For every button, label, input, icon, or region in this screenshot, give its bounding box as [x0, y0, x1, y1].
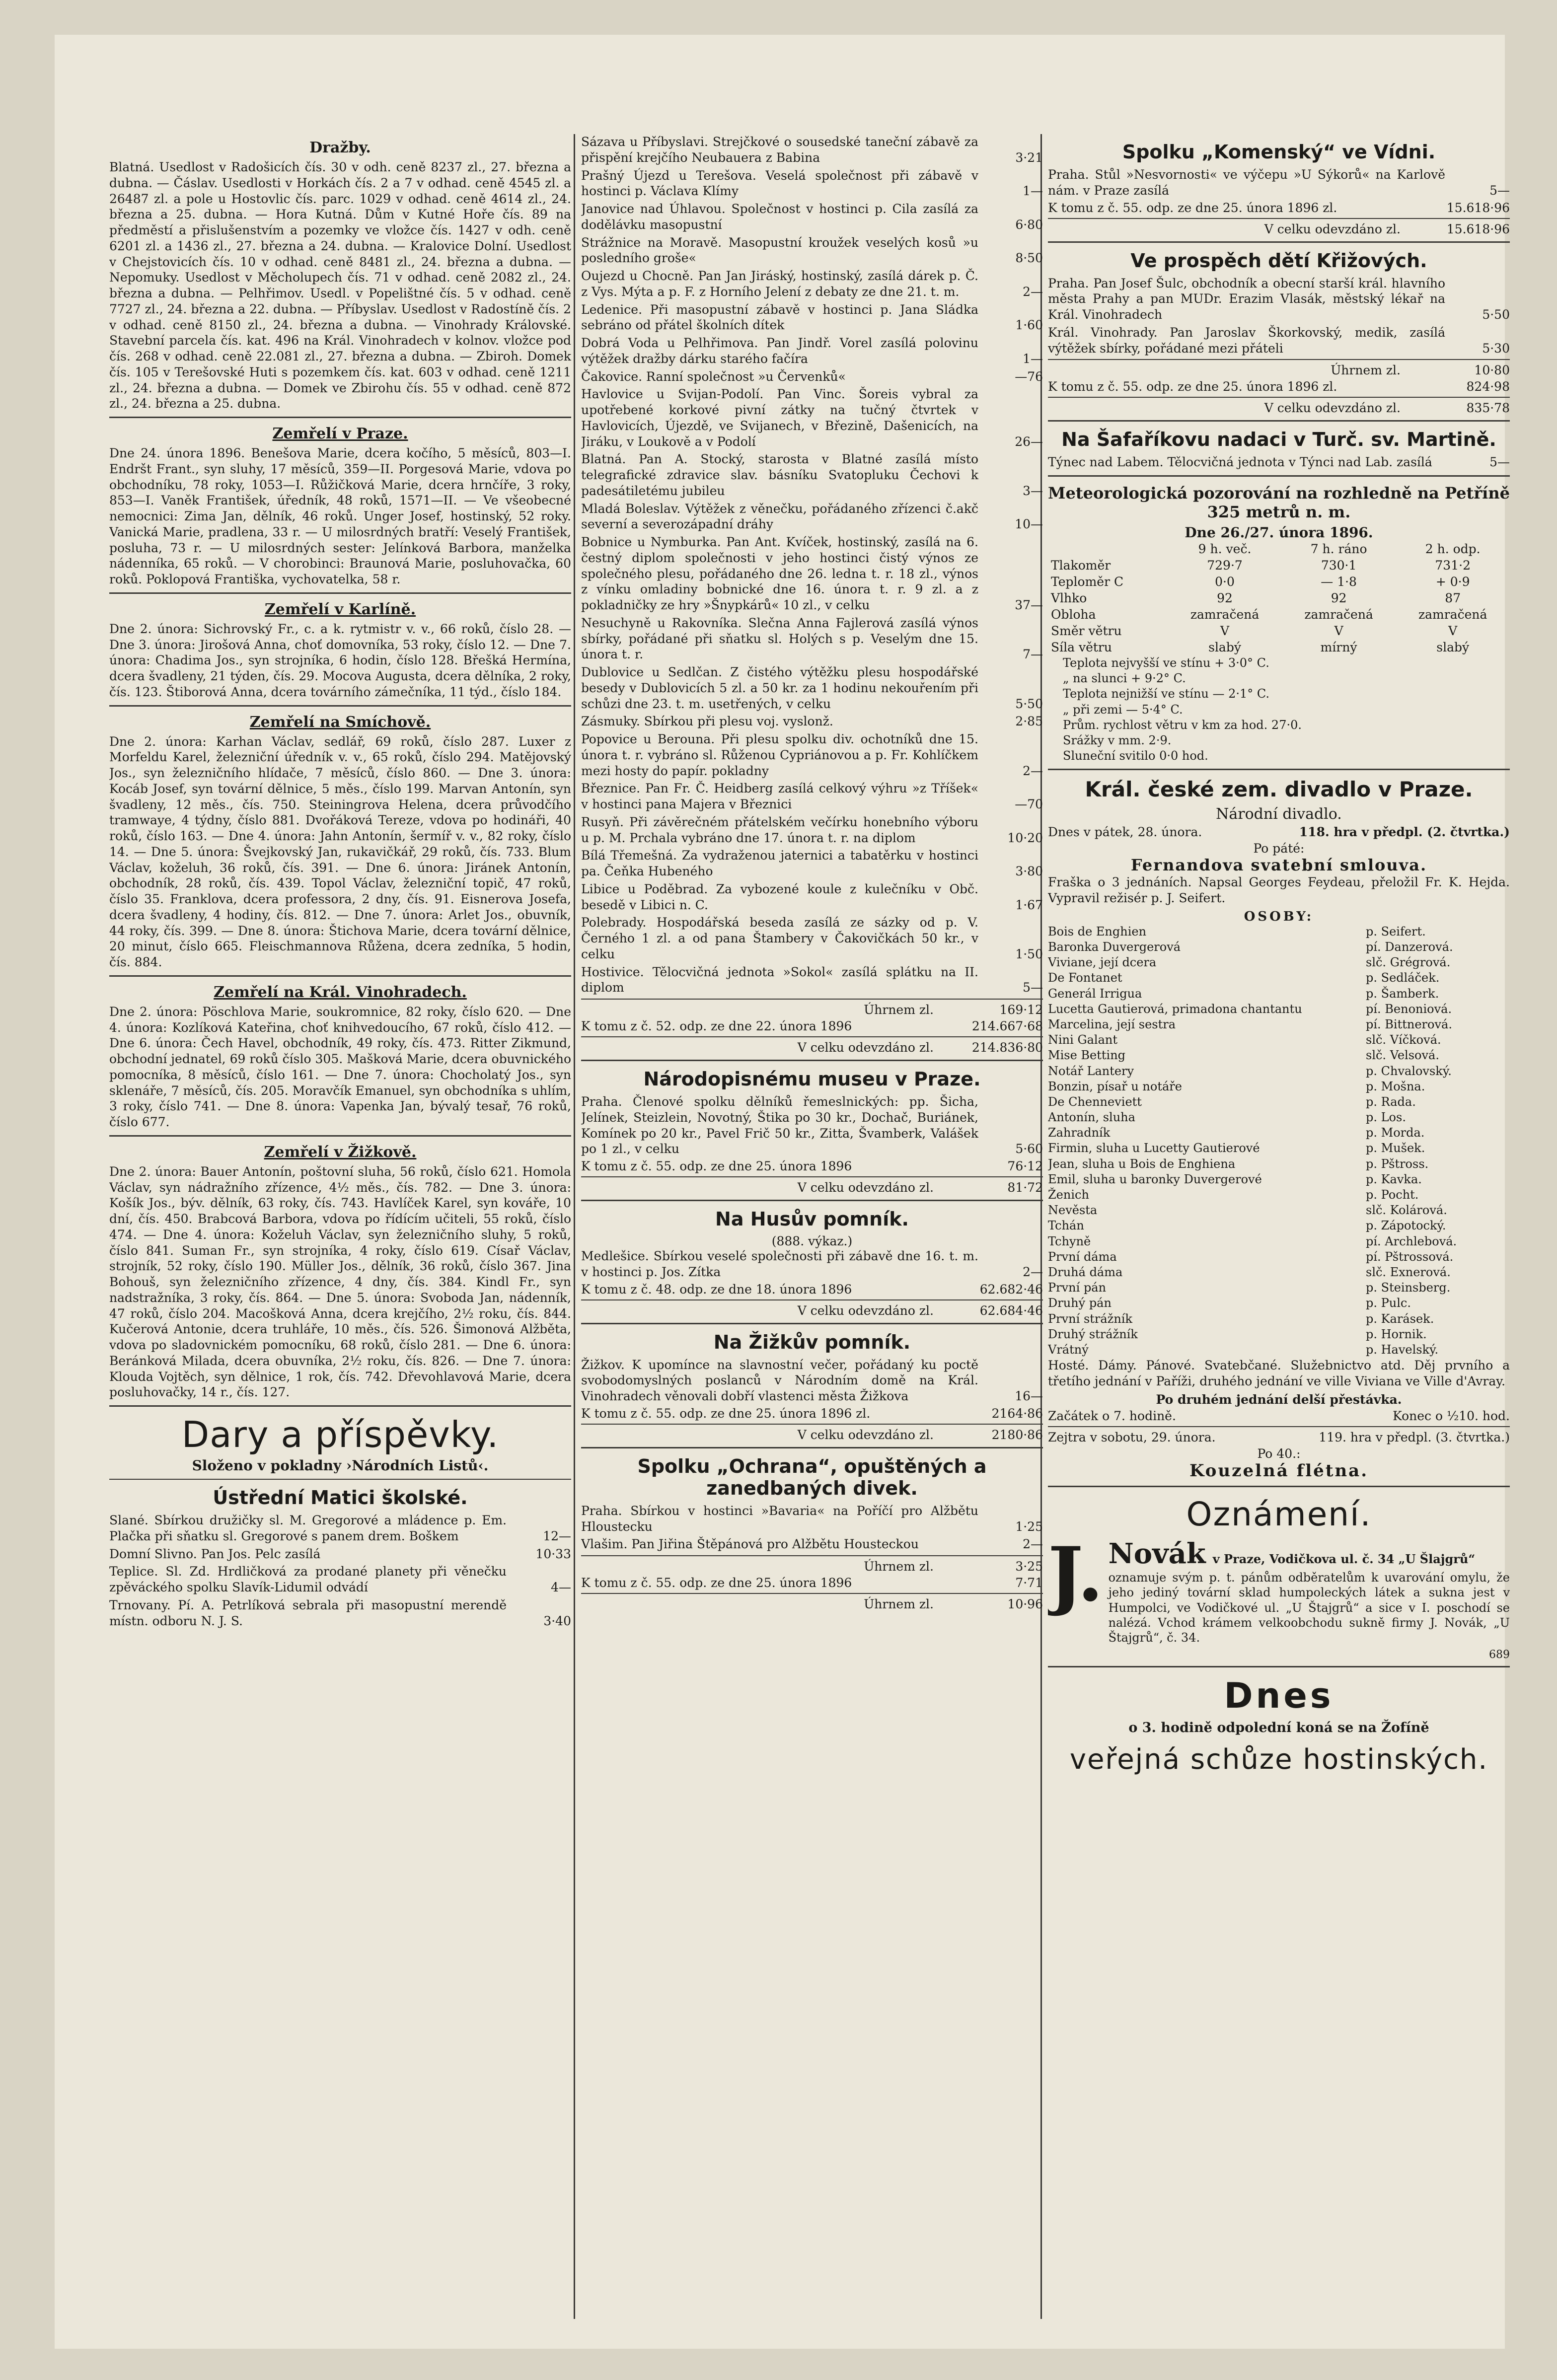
list-item: Emil, sluha u baronky Duvergerové p. Kavka.	[1048, 1172, 1422, 1186]
table-row: Vlhko 92 92 87	[1051, 591, 1461, 605]
table-row: Teploměr C 0·0 — 1·8 + 0·9	[1051, 575, 1470, 589]
total-row: V celku odevzdáno zl. 214.836·80	[797, 1040, 1043, 1055]
list-item: Tchán p. Zápotocký.	[1048, 1219, 1446, 1233]
list-item: Baronka Duvergerová pí. Danzerová.	[1048, 940, 1453, 954]
total-row: K tomu z č. 55. odp. ze dne 25. února 1896 76·12	[581, 1159, 1043, 1173]
divider	[109, 1405, 571, 1407]
list-item: Žižkov. K upomínce na slavnostní večer, pořádaný ku poctě svobodomyslných poslanců v Národním domě na Král. Vinohradech věnovali dobří vlastenci města Žižkova 16—	[581, 1357, 1043, 1403]
divider	[581, 1299, 1043, 1300]
list-item: De Fontanet p. Sedláček.	[1048, 971, 1440, 985]
divider	[581, 1176, 1043, 1177]
list-item: Praha. Stůl »Nesvornosti« ve výčepu »U Sýkorů« na Karlově nám. v Praze zasílá 5—	[1048, 167, 1510, 198]
list-item: Král. Vinohrady. Pan Jaroslav Škorkovský, medik, zasílá výtěžek sbírky, pořádané mezi přáteli 5·30	[1048, 325, 1510, 356]
divider	[1048, 359, 1510, 360]
novak-number: 689	[1489, 1648, 1510, 1661]
list-item: Praha. Sbírkou v hostinci »Bavaria« na Poříčí pro Alžbětu Hloustecku 1·25	[581, 1503, 1043, 1534]
oznameni-title: Oznámení.	[1186, 1495, 1372, 1533]
divider	[581, 1424, 1043, 1425]
novak-ad	[1048, 1530, 1510, 1661]
divider	[1048, 241, 1510, 243]
dnes-title: Dnes	[1224, 1675, 1334, 1716]
total-row: Úhrnem zl. 169·12	[864, 1003, 1043, 1017]
list-item: Lucetta Gautierová, primadona chantantu pí. Benoniová.	[1048, 1002, 1452, 1016]
total-row: K tomu z č. 55. odp. ze dne 25. února 1896 7·71	[581, 1576, 1043, 1590]
list-item: Týnec nad Labem. Tělocvičná jednota v Týnci nad Lab. zasílá 5—	[1048, 455, 1510, 470]
vinohrady-deaths-title: Zemřelí na Král. Vinohradech.	[214, 983, 467, 1001]
divider	[109, 1135, 571, 1137]
list-item: Ženich p. Pocht.	[1048, 1188, 1419, 1202]
divider	[1048, 1666, 1510, 1667]
divider	[1048, 475, 1510, 477]
list-item: Antonín, sluha p. Los.	[1048, 1110, 1406, 1125]
divider	[581, 999, 1043, 1000]
list-item: Teplice. Sl. Zd. Hrdličková za prodané planety při věnečku zpěváckého spolku Slavík-Lidumil odvádí 4—	[109, 1564, 571, 1594]
list-item: Tchyně pí. Archlebová.	[1048, 1234, 1457, 1248]
column-3	[1048, 134, 1510, 2329]
table-row: Obloha zamračená zamračená zamračená	[1051, 607, 1487, 622]
divider	[109, 592, 571, 594]
total-row: V celku odevzdáno zl. 62.684·46	[797, 1303, 1043, 1318]
divadlo-date-row: Dnes v pátek, 28. února. 118. hra v předpl. (2. čtvrtka.)	[1048, 825, 1510, 840]
karlin-deaths-title: Zemřelí v Karlíně.	[264, 600, 416, 618]
divadlo-desc: Fraška o 3 jednáních. Napsal Georges Feydeau, přeložil Fr. K. Hejda. Vypravil režisér p. J. Seifert.	[1048, 875, 1510, 906]
divider	[581, 1200, 1043, 1201]
table-row: Síla větru slabý mírný slabý	[1051, 640, 1470, 654]
zizkuv-pomnik-title: Na Žižkův pomník.	[713, 1331, 911, 1353]
krizovych-title: Ve prospěch dětí Křižových.	[1130, 249, 1427, 272]
divadlo-times: Začátek o 7. hodině. Konec o ½10. hod.	[1048, 1408, 1510, 1423]
divider	[1048, 1426, 1510, 1427]
meteo-title: Meteorologická pozorování na rozhledně na Petříně 325 metrů n. m.	[1048, 484, 1510, 521]
dnes-text: o 3. hodině odpolední koná se na Žofíně	[1128, 1720, 1429, 1735]
divadlo-pause: Po druhém jednání delší přestávka.	[1156, 1392, 1402, 1407]
list-item: Bois de Enghien p. Seifert.	[1048, 924, 1426, 938]
total-row: V celku odevzdáno zl. 15.618·96	[1264, 221, 1510, 236]
list-item: Popovice u Berouna. Při plesu spolku div. ochotníků dne 15. února t. r. vybráno sl. Růženou Cypriánovou a p. Fr. Kohlíčkem mezi hosty do papír. pokladny 2—	[581, 732, 1043, 778]
list-item: Nini Galant slč. Víčková.	[1048, 1033, 1441, 1047]
total-row: V celku odevzdáno zl. 2180·86	[797, 1427, 1043, 1442]
list-item: Trnovany. Pí. A. Petrlíková sebrala při masopustní merendě místn. odboru N. J. S. 3·40	[109, 1597, 571, 1628]
zejtra-po: Po 40.:	[1257, 1446, 1301, 1461]
divider	[1048, 1486, 1510, 1487]
zizkov-deaths-text: Dne 2. února: Bauer Antonín, poštovní sluha, 56 roků, číslo 621. Homola Václav, syn nádražního zřízence, 4½ měs., čís. 782. — Dne 3. února: Košík Jos., býv. dělník, 63 roky, čís. 743. Havlíček Karel, syn kováře, 10 dní, čís. 450. Brabcová Barbora, vdova po řídícím učiteli, 55 roků, číslo 474. — Dne 4. února: Koželuh Václav, syn železničního sluhy, 5 roků, číslo 841. Suman Fr., syn strojníka, 4 roky, číslo 619. Císař Václav, strojník, 52 roky, číslo 190. Müller Jos., dělník, 36 roků, číslo 367. Jina Bohouš, syn železničního zřízence, 4 dny, čís. 384. Kindl Fr., syn nadstražníka, 3 roky, čís. 864. — Dne 5. února: Svoboda Jan, nádenník, 47 roků, číslo 204. Macošková Anna, dcera krejčího, 2½ roku, čís. 844. Kučerová Antonie, dcera truhláře, 10 měs., čís. 526. Šimonová Alžběta, vdova po sladovnickém pomocníku, 68 roků, číslo 281. — Dne 6. února: Beránková Milada, dcera obuvníka, 2½ roku, čís. 826. — Dne 7. února: Klouda Vojtěch, syn dělnice, 1 rok, čís. 742. Dřevohlavová Marie, dcera posluhovačky, 14 r., čís. 127.	[109, 1164, 571, 1400]
list-item: Medlešice. Sbírkou veselé společnosti při zábavě dne 16. t. m. v hostinci p. Jos. Zítka 2—	[581, 1249, 1043, 1279]
zizkov-deaths-title: Zemřelí v Žižkově.	[264, 1143, 417, 1161]
column-2	[581, 134, 1043, 2329]
karlin-deaths-text: Dne 2. února: Sichrovský Fr., c. a k. rytmistr v. v., 66 roků, číslo 28. — Dne 3. února: Jirošová Anna, choť domovníka, 53 roky, číslo 12. — Dne 7. února: Chadima Jos., syn strojníka, 6 hodin, číslo 128. Břešká Hermína, dcera švadleny, 21 týden, čís. 29. Mocova Augusta, dcera dělníka, 2 roky, čís. 123. Štiborová Anna, dcera továrního zámečníka, 11 týd., číslo 184.	[109, 621, 571, 699]
table-row: Tlakoměr 729·7 730·1 731·2	[1051, 558, 1471, 573]
drazby-text: Blatná. Usedlost v Radošicích čís. 30 v odh. ceně 8237 zl., 27. března a dubna. — Čáslav. Usedlosti v Horkách čís. 2 a 7 v odhad. ceně 4545 zl. a 26487 zl. a pole u Hostovlic čís. parc. 1029 v odhad. ceně 4614 zl., 24. března a 25. dubna. — Hora Kutná. Dům v Kutné Hoře čís. 89 na předměstí a přislušenstvím a pozemky ve vložce čís. 1427 v odh. ceně 6201 zl. a 1436 zl., 27. března a 24. dubna. — Kralovice Dolní. Usedlost v Chejstovicích čís. 10 v odhad. ceně 8481 zl., 24. března a dubna. — Nepomuky. Usedlost v Měcholupech čís. 71 v odhad. ceně 2082 zl., 24. března a dubna. — Pelhřimov. Usedl. v Popelištné čís. 5 v odhad. ceně 7727 zl., 24. března a 22. dubna. — Příbyslav. Usedlost v Radostíně čís. 2 v odhad. ceně 8150 zl., 24. března a dubna. — Vinohrady Královské. Stavební parcela čís. kat. 496 na Král. Vinohradech v kolnov. vložce pod čís. 268 v odhad. ceně 22.081 zl., 27. března a dubna. — Zbiroh. Domek čís. 105 v Terešovské Huti s pozemkem čís. kat. 603 v odhad. ceně 1211 zl., 24. března a dubna. — Domek ve Zbirohu čís. 55 v odhad. ceně 872 zl., 24. března a 25. dubna.	[109, 160, 571, 411]
list-item: Bobnice u Nymburka. Pan Ant. Kvíček, hostinský, zasílá na 6. čestný diplom společnosti v jeho hostinci čistý výnos ze společného plesu, pořádaného dne 26. ledna t. r. 18 zl., výnos z vínku omladiny bobnické dne 16. února t. r. 9 zl. a z pokladničky ze hry »Šnypkárů« 10 zl., v celku 37—	[581, 535, 1043, 612]
list-item: Dublovice u Sedlčan. Z čistého výtěžku plesu hospodářské besedy v Dublovicích 5 zl. a 50 kr. za 1 hodinu nekouřením při schůzi dne 23. t. m. usetřených, v celku 5·50	[581, 665, 1043, 711]
list-item: Hostivice. Tělocvičná jednota »Sokol« zasílá splátku na II. diplom 5—	[581, 964, 1043, 995]
list-item: První pán p. Steinsberg.	[1048, 1281, 1451, 1295]
smichov-deaths-text: Dne 2. února: Karhan Václav, sedlář, 69 roků, číslo 287. Luxer z Morfeldu Karel, železniční úředník v. v., 65 roků, číslo 294. Matějovský Jos., syn železničního hlídače, 7 měsíců, číslo 860. — Dne 3. února: Kocáb Josef, syn tovární dělnice, 5 měs., číslo 199. Marvan Antonín, syn švadleny, 12 měs., čís. 750. Steiningrova Helena, dcera průvodčího tramwaye, 4 týdny, číslo 881. Dvořáková Tereze, vdova po hodináři, 40 roků, číslo 163. — Dne 4. února: Jahn Antonín, šermíř v. v., 82 roky, číslo 14. — Dne 5. února: Švejkovský Jan, rukavičkář, 29 roků, čís. 733. Blum Václav, koželuh, 36 roků, čís. 391. — Dne 6. února: Jiránek Antonín, obchodník, 28 roků, čís. 439. Topol Václav, železniční topič, 47 roků, číslo 35. Franklova, dcera professora, 2 dny, čís. 91. Eisnerova Josefa, dcera švadleny, 4 hodiny, čís. 812. — Dne 7. února: Arlet Jos., obuvník, 44 roky, čís. 399. — Dne 8. února: Štichova Marie, dcera tovární dělnice, 20 minut, číslo 665. Fleischmannova Růžena, dcera zedníka, 5 hodin, čís. 884.	[109, 734, 571, 969]
list-item: Bílá Třemešná. Za vydraženou jaternici a tabatěrku v hostinci pa. Čeňka Hubeného 3·80	[581, 848, 1043, 878]
divider	[581, 1060, 1043, 1061]
table-row: Směr větru V V V	[1051, 624, 1458, 638]
vinohrady-deaths-text: Dne 2. února: Pöschlova Marie, soukromnice, 82 roky, číslo 620. — Dne 4. února: Kozlíková Kateřina, choť knihvedoucího, 67 roků, číslo 412. — Dne 6. února: Čech Havel, obchodník, 49 roky, čís. 473. Ritter Zikmund, obchodní jednatel, 69 roků číslo 305. Mašková Marie, dcera obuvnického pomocníka, 8 měsíců, číslo 161. — Dne 7. února: Chocholatý Jos., syn sklenáře, 7 měsíců, čís. 205. Moravčík Emanuel, syn obchodníka s uhlím, 3 roky, číslo 741. — Dne 8. února: Vapenka Jan, bývalý tesař, 76 roků, číslo 677.	[109, 1004, 571, 1129]
novak-text: oznamuje svým p. t. pánům odběratelům k uvarování omylu, že jeho jediný tovární sklad humpoleckých látek a sukna jest v Humpolci, ve Vodičkové ul. „U Štajgrů“ a sice v I. poschodí se nalézá. Vchod krámem velkoobchodu sukně firmy J. Novák, „U Štajgrů“, č. 34.	[1108, 1570, 1510, 1645]
list-item: Sázava u Příbyslavi. Strejčkové o sousedské taneční zábavě za přispění krejčího Neubauera z Babina 3·21	[581, 135, 1043, 165]
list-item: Praha. Pan Josef Šulc, obchodník a obecní starší král. hlavního města Prahy a pan MUDr. Erazim Vlasák, městský lékař na Král. Vinohradech 5·50	[1048, 276, 1510, 322]
list-item: Strážnice na Moravě. Masopustní kroužek veselých kosů »u posledního groše« 8·50	[581, 235, 1043, 266]
table-row: 9 h. več. 7 h. ráno 2 h. odp.	[1198, 542, 1481, 556]
list-item: Nevěsta slč. Kolárová.	[1048, 1203, 1447, 1218]
list-item: Domní Slivno. Pan Jos. Pelc zasílá 10·33	[109, 1546, 571, 1561]
matice-list	[109, 1513, 571, 1629]
husuv-pomnik-title: Na Husův pomník.	[715, 1208, 909, 1230]
dary-subtitle: Složeno v pokladny ›Národních Listů‹.	[192, 1457, 489, 1474]
divider	[581, 1323, 1043, 1324]
total-row: K tomu z č. 55. odp. ze dne 25. února 1896 zl. 824·98	[1048, 379, 1510, 394]
novak-name: Novák	[1108, 1537, 1206, 1570]
divider	[581, 1447, 1043, 1448]
list-item: Viviane, její dcera slč. Grégrová.	[1048, 955, 1451, 970]
list-item: De Chenneviett p. Rada.	[1048, 1094, 1416, 1109]
total-row: Úhrnem zl. 10·80	[1331, 363, 1510, 378]
list-item: Zásmuky. Sbírkou při plesu voj. vyslonž. 2·85	[581, 714, 1043, 729]
list-item: Druhý pán p. Pulc.	[1048, 1296, 1411, 1310]
divider	[581, 1036, 1043, 1037]
novak-initial: J.	[1048, 1530, 1104, 1618]
zejtra-play: Kouzelná flétna.	[1189, 1460, 1369, 1481]
schuze-title: veřejná schůze hostinských.	[1069, 1743, 1488, 1776]
total-row: K tomu z č. 52. odp. ze dne 22. února 1896 214.667·68	[581, 1019, 1043, 1033]
list-item: Prašný Újezd u Terešova. Veselá společnost při zábavě v hostinci p. Václava Klímy 1—	[581, 168, 1043, 199]
list-item: První strážník p. Karásek.	[1048, 1311, 1434, 1326]
divadlo-po: Po páté:	[1253, 841, 1305, 856]
drazby-title: Dražby.	[309, 139, 371, 156]
divider	[1048, 218, 1510, 219]
total-row: V celku odevzdáno zl. 81·72	[797, 1180, 1043, 1195]
list-item: Vlašim. Pan Jiřina Štěpánová pro Alžbětu Housteckou 2—	[581, 1537, 1043, 1552]
total-row: K tomu z č. 55. odp. ze dne 25. února 1896 zl. 15.618·96	[1048, 200, 1510, 215]
list-item: Polebrady. Hospodářská beseda zasílá ze sázky od p. V. Černého 1 zl. a od pana Štambery v Čakovičkách 50 kr., v celku 1·50	[581, 915, 1043, 961]
list-item: Libice u Poděbrad. Za vybozené koule z kulečníku v Obč. besedě v Libici n. C. 1·67	[581, 881, 1043, 912]
list-item: Marcelina, její sestra pí. Bittnerová.	[1048, 1017, 1452, 1031]
list-item: Praha. Členové spolku dělníků řemeslnických: pp. Šicha, Jelínek, Steizlein, Novotný, Štika po 30 kr., Dochač, Buriánek, Komínek po 20 kr., Pavel Frič 50 kr., Zitta, Švamberk, Valášek po 1 zl., v celku 5·60	[581, 1094, 1043, 1156]
list-item: Druhá dáma slč. Exnerová.	[1048, 1265, 1451, 1279]
list-item: Havlovice u Svijan-Podolí. Pan Vinc. Šoreis vybral za upotřebené korkové pivní zátky na tučný čtvrtek v Havlovicích, Újezdě, ve Svijanech, v Březině, Dašenicích, na Jiráku, v Loukově a v Podolí 26—	[581, 387, 1043, 449]
divadlo-play: Fernandova svatební smlouva.	[1130, 856, 1427, 875]
list-item: Bonzin, písař u notáře p. Mošna.	[1048, 1079, 1425, 1093]
praha-deaths-title: Zemřelí v Praze.	[272, 425, 408, 442]
list-item: Vrátný p. Havelský.	[1048, 1342, 1439, 1357]
column-1	[109, 134, 571, 2329]
list-item: Notář Lantery p. Chvalovský.	[1048, 1064, 1452, 1078]
narodopisne-museum-title: Národopisnému museu v Praze.	[643, 1068, 981, 1090]
list-item: Březnice. Pan Fr. Č. Heidberg zasílá celkový výhru »z Tříšek« v hostinci pana Majera v Březnici —70	[581, 781, 1043, 811]
meteo-table	[1048, 541, 1510, 655]
novak-address: v Praze, Vodičkova ul. č. 34 „U Šlajgrů“	[1212, 1551, 1476, 1566]
divider	[1048, 769, 1510, 770]
newspaper-page	[55, 35, 1510, 2349]
cast-list	[1048, 924, 1510, 1358]
divider	[109, 1479, 571, 1480]
list-item: Druhý strážník p. Hornik.	[1048, 1327, 1427, 1341]
divadlo-subtitle: Národní divadlo.	[1216, 805, 1342, 823]
list-item: Zahradník p. Morda.	[1048, 1126, 1425, 1140]
list-item: Jean, sluha u Bois de Enghiena p. Pštross.	[1048, 1156, 1429, 1171]
list-item: Mladá Boleslav. Výtěžek z věnečku, pořádaného zřízenci č.akč severní a severozápadní dráhy 10—	[581, 501, 1043, 532]
meteo-notes: Teplota nejvyšší ve stínu + 3·0° C. „ na slunci + 9·2° C. Teplota nejnižší ve stínu — 2·1° C. „ při zemi — 5·4° C. Prům. rychlost větru v km za hod. 27·0. Srážky v mm. 2·9. Sluneční svitilo 0·0 hod.	[1063, 656, 1302, 763]
husuv-subtitle: (888. výkaz.)	[771, 1234, 853, 1248]
list-item: Ledenice. Při masopustní zábavě v hostinci p. Jana Sládka sebráno od přátel školních dítek 1·60	[581, 302, 1043, 333]
list-item: Slané. Sbírkou družičky sl. M. Gregorové a mládence p. Em. Plačka při sňatku sl. Gregorové s panem drem. Boškem 12—	[109, 1513, 571, 1543]
divider	[581, 1555, 1043, 1556]
ochrana-title: Spolku „Ochrana“, opuštěných a zanedbaných divek.	[637, 1455, 987, 1499]
column-rule	[574, 134, 575, 2319]
divider	[109, 705, 571, 707]
divider	[581, 1593, 1043, 1594]
matice-title: Ústřední Matici školské.	[213, 1487, 468, 1509]
divadlo-hoste: Hosté. Dámy. Pánové. Svatebčané. Služebnictvo atd. Děj prvního a třetího jednání v Paříži, druhého jednání ve ville Viviana ve Ville d'Avray.	[1048, 1358, 1510, 1388]
list-item: Nesuchyně u Rakovníka. Slečna Anna Fajlerová zasílá výnos sbírky, pořádané při sňatku sl. Holých s p. Veselým dne 15. února t. r. 7—	[581, 615, 1043, 662]
total-row: Úhrnem zl. 3·25	[864, 1559, 1043, 1574]
list-item: Generál Irrigua p. Šamberk.	[1048, 986, 1439, 1001]
list-item: Firmin, sluha u Lucetty Gautierové p. Mušek.	[1048, 1141, 1425, 1155]
divadlo-osoby: OSOBY:	[1244, 909, 1314, 924]
list-item: Janovice nad Úhlavou. Společnost v hostinci p. Cila zasílá za dodělávku masopustní 6·80	[581, 202, 1043, 232]
zejtra-row: Zejtra v sobotu, 29. února. 119. hra v předpl. (3. čtvrtka.)	[1048, 1430, 1510, 1444]
divider	[109, 417, 571, 418]
dary-title: Dary a příspěvky.	[181, 1414, 499, 1455]
divadlo-title: Král. české zem. divadlo v Praze.	[1085, 777, 1473, 802]
total-row: K tomu z č. 48. odp. ze dne 18. února 1896 62.682·46	[581, 1282, 1043, 1297]
total-row: Úhrnem zl. 10·96	[864, 1597, 1043, 1611]
total-row: K tomu z č. 55. odp. ze dne 25. února 1896 zl. 2164·86	[581, 1406, 1043, 1421]
divider	[109, 975, 571, 977]
donation-list	[581, 134, 1043, 996]
smichov-deaths-title: Zemřelí na Smíchově.	[249, 713, 431, 731]
list-item: Oujezd u Chocně. Pan Jan Jiráský, hostinský, zasílá dárek p. Č. z Vys. Mýta a p. F. z Horního Jelení z debaty ze dne 21. t. m. 2—	[581, 269, 1043, 299]
divider	[1048, 397, 1510, 398]
total-row: V celku odevzdáno zl. 835·78	[1264, 401, 1510, 416]
list-item: První dáma pí. Pštrossová.	[1048, 1249, 1454, 1264]
list-item: Čakovice. Ranní společnost »u Červenků« —76	[581, 369, 1043, 384]
list-item: Rusyň. Při závěrečném přátelském večírku honebního výboru u p. M. Prchala vybráno dne 17. února t. r. na diplom 10·20	[581, 814, 1043, 845]
list-item: Dobrá Voda u Pelhřimova. Pan Jindř. Vorel zasílá polovinu výtěžek dražby dárku starého fačíra 1—	[581, 336, 1043, 366]
safarik-title: Na Šafaříkovu nadaci v Turč. sv. Martině.	[1061, 429, 1496, 451]
list-item: Mise Betting slč. Velsová.	[1048, 1048, 1439, 1063]
divider	[1048, 420, 1510, 422]
meteo-date: Dne 26./27. února 1896.	[1185, 524, 1373, 541]
praha-deaths-text: Dne 24. února 1896. Benešova Marie, dcera kočího, 5 měsíců, 803—I. Endršt Frant., syn sluhy, 17 měsíců, 359—II. Porgesová Marie, vdova po obchodníku, 78 roky, 1053—I. Růžičková Marie, dcera hrnčíře, 3 roky, 853—I. Vaněk František, úředník, 48 roků, 1571—II. — Ve všeobecné nemocnici: Zima Jan, dělník, 46 roků. Unger Josef, hostinský, 52 roky. Vanická Marie, pradlena, 33 r. — U milosrdných bratří: Veselý František, posluha, 73 r. — U milosrdných sester: Jelínková Barbora, manželka nádenníka, 65 roků. — V chorobinci: Braunová Marie, posluhovačka, 60 roků. Poklopová Františka, vychovatelka, 58 r.	[109, 446, 571, 586]
komensky-title: Spolku „Komenský“ ve Vídni.	[1122, 141, 1436, 163]
list-item: Blatná. Pan A. Stocký, starosta v Blatné zasílá místo telegrafické zdravice slav. básníku Svatopluku Čechovi k padesátiletému jubileu 3—	[581, 452, 1043, 498]
